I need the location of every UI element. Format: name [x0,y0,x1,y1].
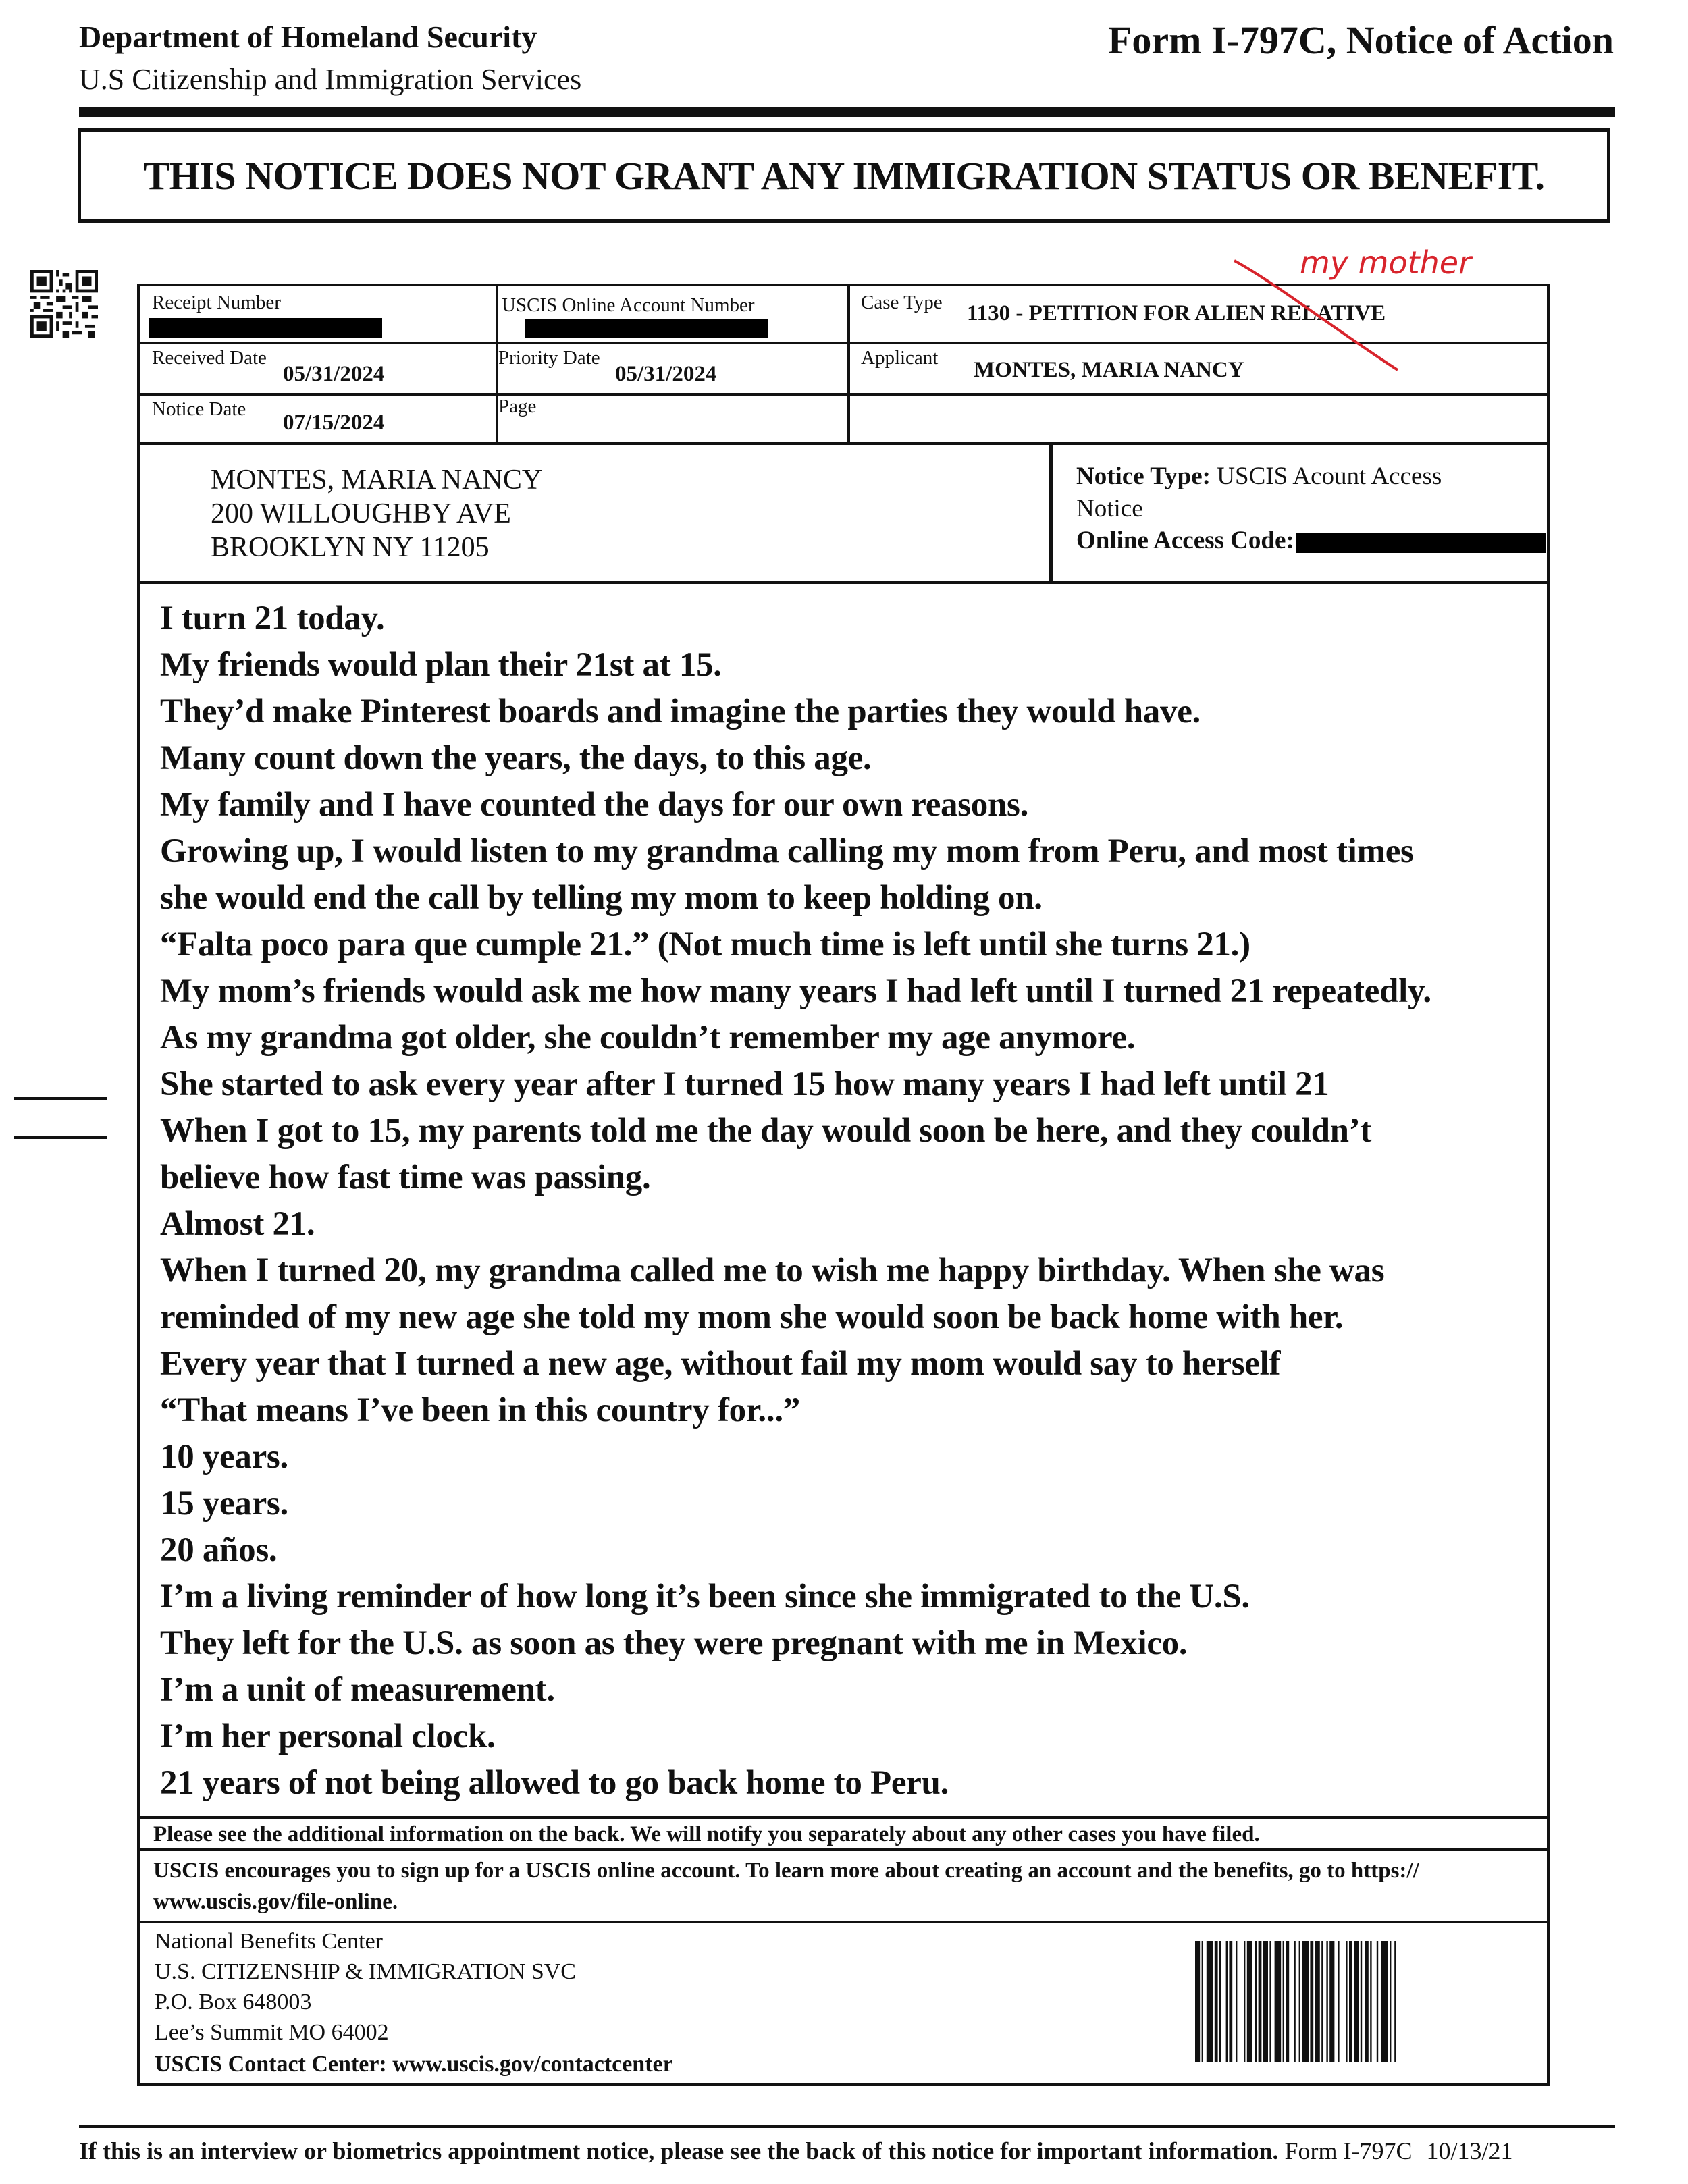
poem-line: As my grandma got older, she couldn’t remember my age anymore. [160,1019,1136,1057]
poem-line: I’m a living reminder of how long it’s been since she immigrated to the U.S. [160,1578,1250,1616]
online-info-text: USCIS encourages you to sign up for a USCIS online account. To learn more about creating an account and the benefits, go to https:// [153,1859,1419,1883]
qr-code-icon [30,270,98,338]
priority-date-label: Priority Date [498,347,600,369]
notice-body [137,582,1550,1817]
poem-line: “Falta poco para que cumple 21.” (Not much time is left until she turns 21.) [160,926,1250,963]
applicant-value: MONTES, MARIA NANCY [974,358,1244,382]
additional-info-text: Please see the additional information on the back. We will notify you separately about any other cases you have filed. [153,1822,1260,1846]
blank-cell [847,393,1550,445]
poem-line: I’m her personal clock. [160,1717,496,1755]
address-street: 200 WILLOUGHBY AVE [211,498,511,529]
poem-line: I turn 21 today. [160,600,385,637]
notice-type-value: USCIS Acount Access [1217,462,1442,490]
online-account-cell [496,284,850,344]
poem-line: They’d make Pinterest boards and imagine the parties they would have. [160,693,1201,730]
office-svc: U.S. CITIZENSHIP & IMMIGRATION SVC [155,1959,576,1984]
receipt-number-label: Receipt Number [152,292,281,313]
bottom-notice [79,2137,1513,2165]
poem-line: 21 years of not being allowed to go back home to Peru. [160,1764,949,1802]
online-info-link: www.uscis.gov/file-online. [153,1890,398,1914]
case-type-value: 1130 - PETITION FOR ALIEN RELATIVE [967,301,1386,325]
poem-line: reminded of my new age she told my mom she would soon be back home with her. [160,1298,1344,1336]
poem-line: 10 years. [160,1438,288,1476]
online-account-info-row [137,1848,1550,1923]
poem-line: Every year that I turned a new age, without fail my mom would say to herself [160,1345,1281,1383]
strike-line [1229,257,1404,392]
poem-line: She started to ask every year after I turned 15 how many years I had left until 21 [160,1065,1329,1103]
page-cell [496,393,850,445]
poem-line: 20 años. [160,1531,278,1569]
received-date-cell [137,342,498,396]
additional-info-row [137,1816,1550,1851]
poem-line: My friends would plan their 21st at 15. [160,646,722,684]
address-city: BROOKLYN NY 11205 [211,532,490,563]
redacted-access-code [1296,533,1546,553]
poem-line: I’m a unit of measurement. [160,1671,555,1709]
online-account-label: USCIS Online Account Number [502,294,755,316]
poem-line: Many count down the years, the days, to this age. [160,739,872,777]
access-code-label: Online Access Code: [1076,527,1294,554]
footer-rule [79,2125,1615,2128]
notice-date-value: 07/15/2024 [283,410,385,435]
poem-line: she would end the call by telling my mom to keep holding on. [160,879,1043,917]
header-rule [79,107,1615,117]
office-city: Lee’s Summit MO 64002 [155,2020,389,2045]
status-banner: THIS NOTICE DOES NOT GRANT ANY IMMIGRATION STATUS OR BENEFIT. [78,128,1610,223]
bottom-form-id: Form I-797C [1284,2137,1413,2164]
barcode-icon [1195,1941,1519,2062]
department-title: Department of Homeland Security [79,20,537,54]
poem-text [160,595,1544,1807]
handwritten-annotation: my mother [1300,244,1472,281]
case-type-label: Case Type [861,292,943,313]
office-po-box: P.O. Box 648003 [155,1990,312,2015]
poem-line: Almost 21. [160,1205,315,1243]
redacted-online-account [525,319,768,338]
notice-type-label: Notice Type: [1076,462,1211,490]
margin-mark [14,1136,107,1139]
poem-line: When I turned 20, my grandma called me to wish me happy birthday. When she was [160,1252,1385,1289]
contact-center: USCIS Contact Center: www.uscis.gov/contactcenter [155,2052,673,2077]
redacted-receipt-number [149,318,382,338]
priority-date-value: 05/31/2024 [615,362,717,386]
notice-date-cell [137,393,498,445]
bottom-notice-text: If this is an interview or biometrics appointment notice, please see the back of this notice for important information. [79,2137,1279,2164]
poem-line: “That means I’ve been in this country for...” [160,1391,800,1429]
poem-line: My mom’s friends would ask me how many years I had left until I turned 21 repeatedly. [160,972,1431,1010]
notice-date-label: Notice Date [152,398,246,420]
applicant-cell [847,342,1550,396]
poem-line: My family and I have counted the days for our own reasons. [160,786,1029,824]
applicant-label: Applicant [861,347,939,369]
poem-line: They left for the U.S. as soon as they were pregnant with me in Mexico. [160,1624,1188,1662]
agency-title: U.S Citizenship and Immigration Services [79,63,582,96]
form-title: Form I-797C, Notice of Action [1108,18,1614,62]
page-label: Page [498,396,537,417]
bottom-edition: 10/13/21 [1426,2137,1513,2164]
notice-type-box [1050,442,1550,584]
poem-line: 15 years. [160,1485,288,1522]
case-type-cell [847,284,1550,344]
receipt-number-cell [137,284,498,344]
margin-mark [14,1097,107,1100]
poem-line: Growing up, I would listen to my grandma calling my mom from Peru, and most times [160,832,1414,870]
received-date-value: 05/31/2024 [283,362,385,386]
priority-date-cell [496,342,850,396]
notice-type-value-cont: Notice [1076,495,1143,523]
poem-line: When I got to 15, my parents told me the day would soon be here, and they couldn’t [160,1112,1372,1150]
received-date-label: Received Date [152,347,267,369]
mailing-address-box [137,442,1052,584]
office-name: National Benefits Center [155,1929,384,1954]
address-name: MONTES, MARIA NANCY [211,464,543,496]
poem-line: believe how fast time was passing. [160,1158,651,1196]
